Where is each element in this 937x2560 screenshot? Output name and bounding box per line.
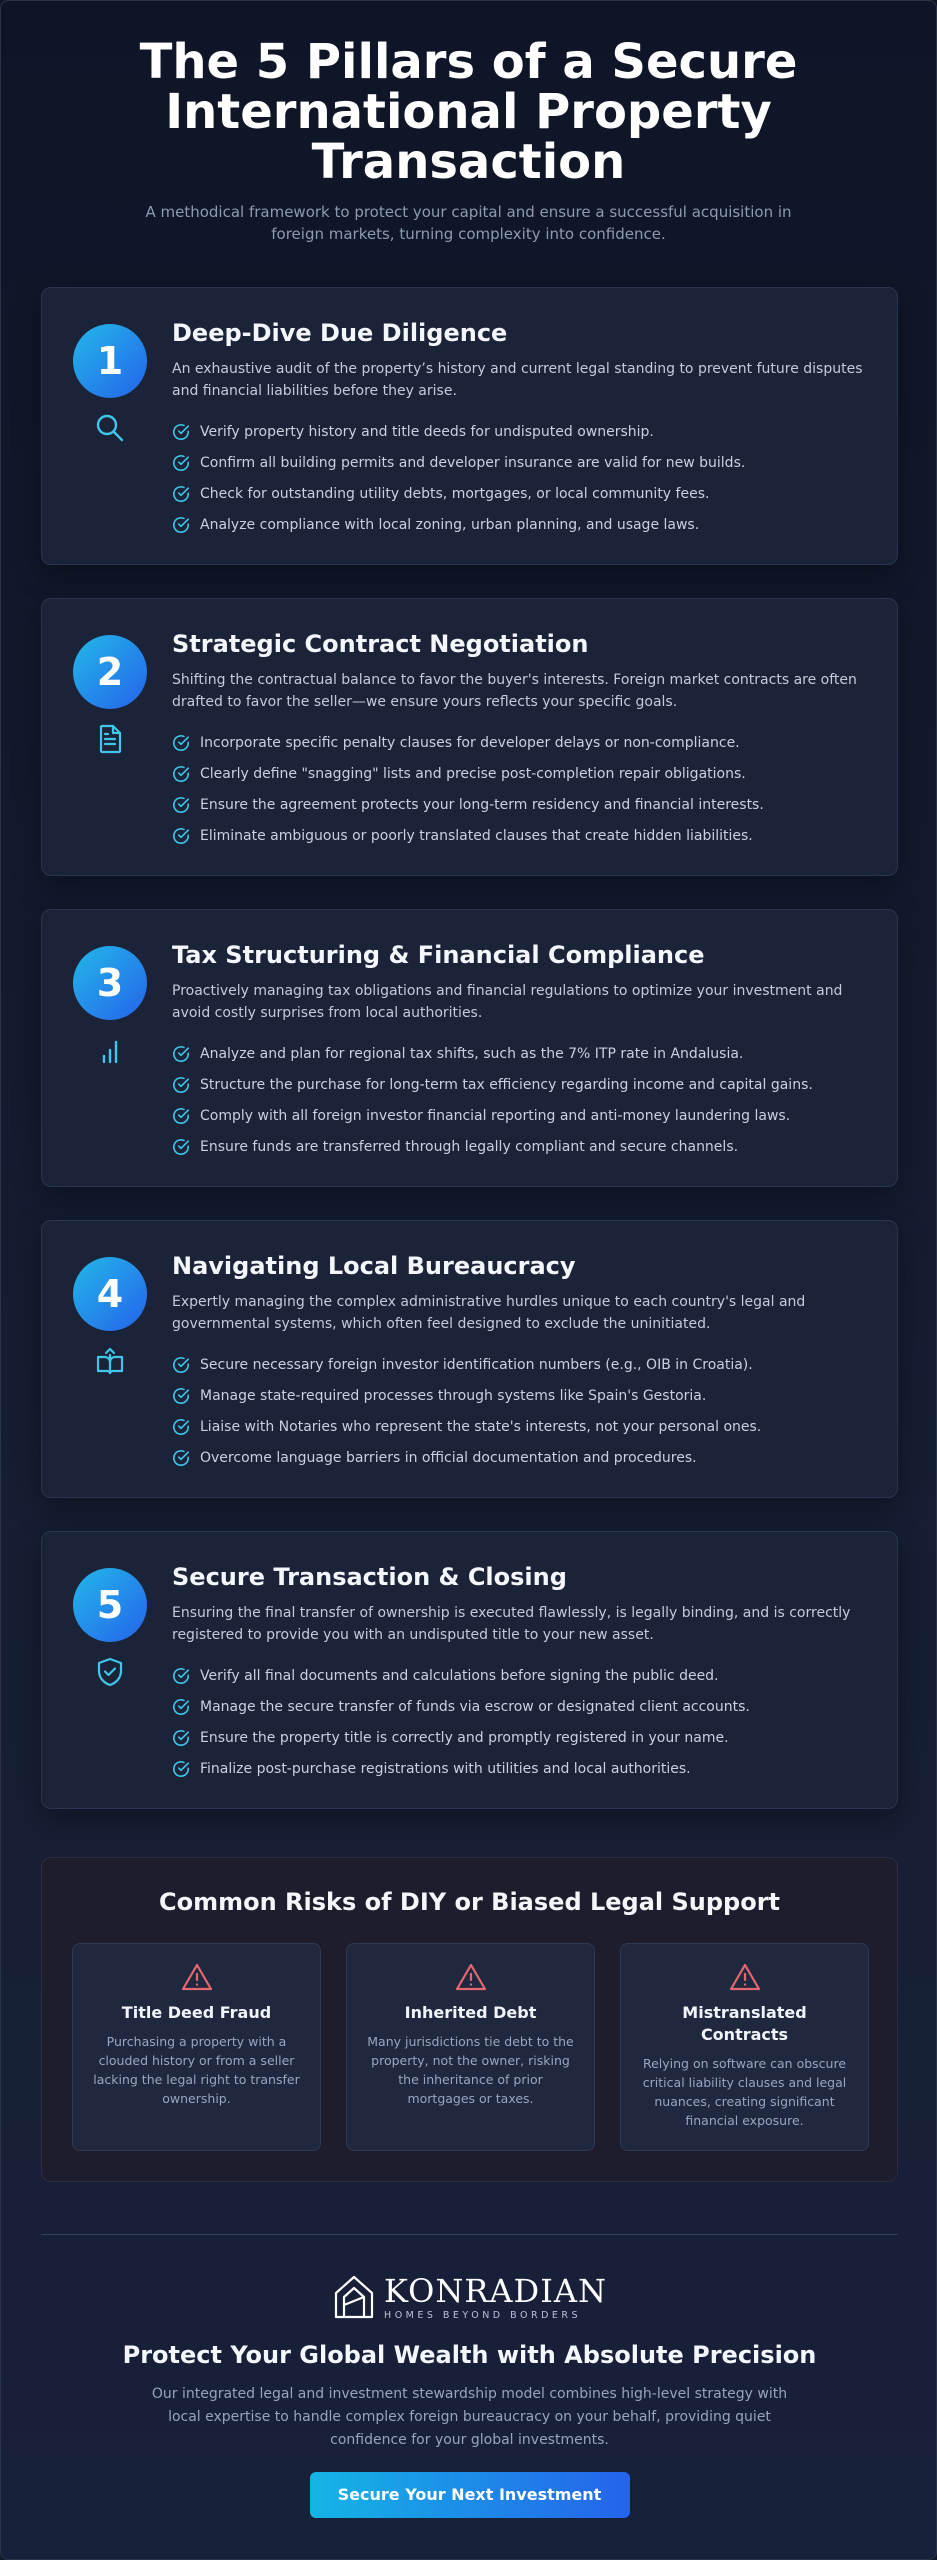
checklist-text: Check for outstanding utility debts, mortgages, or local community fees.	[200, 485, 710, 502]
risks-panel	[41, 1857, 898, 2182]
open-book-icon	[94, 1345, 126, 1377]
checklist-text: Verify property history and title deeds for undisputed ownership.	[200, 423, 654, 440]
warning-icon	[728, 1962, 762, 1992]
risk-text: Purchasing a property with a clouded history or from a seller lacking the legal right to transfer ownership.	[93, 2034, 300, 2106]
pillar-description: An exhaustive audit of the property’s history and current legal standing to prevent future disputes and financial liabilities before they arise.	[172, 361, 863, 399]
pillar-checklist	[172, 727, 872, 851]
risks-title: Common Risks of DIY or Biased Legal Support	[158, 1888, 781, 1916]
risk-title: Inherited Debt	[404, 2003, 537, 2022]
warning-icon	[454, 1962, 488, 1992]
hero	[1, 1, 936, 245]
check-circle-icon	[172, 423, 190, 441]
check-circle-icon	[172, 1729, 190, 1747]
check-circle-icon	[172, 485, 190, 503]
checklist-text: Liaise with Notaries who represent the state's interests, not your personal ones.	[200, 1418, 762, 1435]
checklist-item	[172, 1722, 872, 1753]
pillar-card	[41, 909, 898, 1187]
shield-check-icon	[94, 1656, 126, 1688]
checklist-item	[172, 478, 872, 509]
check-circle-icon	[172, 1356, 190, 1374]
checklist-text: Analyze and plan for regional tax shifts, such as the 7% ITP rate in Andalusia.	[200, 1045, 744, 1062]
house-logo-icon	[332, 2273, 376, 2321]
check-circle-icon	[172, 1698, 190, 1716]
checklist-text: Ensure funds are transferred through legally compliant and secure channels.	[200, 1138, 739, 1155]
pillar-title: Strategic Contract Negotiation	[172, 630, 589, 658]
pillar-title: Deep-Dive Due Diligence	[172, 319, 508, 347]
pillar-checklist	[172, 1038, 872, 1162]
pillar-checklist	[172, 1349, 872, 1473]
pillar-card	[41, 1220, 898, 1498]
check-circle-icon	[172, 516, 190, 534]
warning-icon	[180, 1962, 214, 1992]
footer-heading: Protect Your Global Wealth with Absolute Precision	[122, 2341, 817, 2369]
checklist-item	[172, 820, 872, 851]
risk-text: Relying on software can obscure critical liability clauses and legal nuances, creating significant financial exposure.	[642, 2056, 847, 2128]
section-divider	[41, 2234, 898, 2235]
risk-card	[346, 1943, 595, 2151]
pillar-title: Secure Transaction & Closing	[172, 1563, 567, 1591]
checklist-item	[172, 1442, 872, 1473]
pillar-number: 1	[73, 324, 147, 398]
checklist-item	[172, 1069, 872, 1100]
bar-chart-icon	[94, 1034, 126, 1066]
checklist-item	[172, 1038, 872, 1069]
checklist-text: Finalize post-purchase registrations with utilities and local authorities.	[200, 1760, 691, 1777]
checklist-item	[172, 447, 872, 478]
page-subtitle: A methodical framework to protect your capital and ensure a successful acquisition in foreign markets, turning complexity into confidence.	[145, 203, 792, 243]
check-circle-icon	[172, 1387, 190, 1405]
checklist-item	[172, 758, 872, 789]
check-circle-icon	[172, 796, 190, 814]
check-circle-icon	[172, 1449, 190, 1467]
checklist-text: Manage state-required processes through systems like Spain's Gestoria.	[200, 1387, 707, 1404]
checklist-item	[172, 1411, 872, 1442]
pillar-description: Proactively managing tax obligations and financial regulations to optimize your investment and avoid costly surprises from local authorities.	[172, 983, 843, 1021]
risks-grid	[72, 1943, 869, 2151]
risk-title: Title Deed Fraud	[121, 2003, 272, 2022]
checklist-item	[172, 1660, 872, 1691]
brand-logo	[1, 2273, 937, 2321]
pillar-number: 3	[73, 946, 147, 1020]
check-circle-icon	[172, 734, 190, 752]
check-circle-icon	[172, 827, 190, 845]
checklist-item	[172, 1100, 872, 1131]
checklist-item	[172, 727, 872, 758]
risk-card	[72, 1943, 321, 2151]
checklist-text: Clearly define "snagging" lists and precise post-completion repair obligations.	[200, 765, 746, 782]
cta-button[interactable]: Secure Your Next Investment	[310, 2472, 630, 2518]
pillar-title: Navigating Local Bureaucracy	[172, 1252, 576, 1280]
checklist-text: Secure necessary foreign investor identification numbers (e.g., OIB in Croatia).	[200, 1356, 753, 1373]
checklist-text: Verify all final documents and calculations before signing the public deed.	[200, 1667, 719, 1684]
brand-name: KONRADIAN	[384, 2271, 607, 2310]
check-circle-icon	[172, 1107, 190, 1125]
footer	[1, 2273, 937, 2518]
pillar-description: Expertly managing the complex administrative hurdles unique to each country's legal and governmental systems, which often feel designed to exclude the uninitiated.	[172, 1294, 806, 1332]
footer-text: Our integrated legal and investment stewardship model combines high-level strategy with local expertise to handle complex foreign bureaucracy on your behalf, providing quiet confidence for your global investments.	[151, 2386, 788, 2448]
checklist-text: Manage the secure transfer of funds via escrow or designated client accounts.	[200, 1698, 750, 1715]
pillar-description: Shifting the contractual balance to favor the buyer's interests. Foreign market contracts are often drafted to favor the seller—we ensure yours reflects your specific goals.	[172, 672, 857, 710]
pillar-checklist	[172, 416, 872, 540]
checklist-item	[172, 416, 872, 447]
checklist-text: Confirm all building permits and developer insurance are valid for new builds.	[200, 454, 746, 471]
pillar-checklist	[172, 1660, 872, 1784]
checklist-text: Comply with all foreign investor financial reporting and anti-money laundering laws.	[200, 1107, 791, 1124]
risk-title: Mistranslated Contracts	[682, 2003, 807, 2044]
checklist-text: Eliminate ambiguous or poorly translated clauses that create hidden liabilities.	[200, 827, 753, 844]
checklist-text: Ensure the agreement protects your long-term residency and financial interests.	[200, 796, 764, 813]
checklist-item	[172, 1753, 872, 1784]
document-icon	[94, 723, 126, 755]
checklist-item	[172, 1691, 872, 1722]
check-circle-icon	[172, 765, 190, 783]
check-circle-icon	[172, 1045, 190, 1063]
checklist-item	[172, 509, 872, 540]
pillar-card	[41, 1531, 898, 1809]
pillar-card	[41, 287, 898, 565]
risk-card	[620, 1943, 869, 2151]
check-circle-icon	[172, 1760, 190, 1778]
pillar-card	[41, 598, 898, 876]
pillar-title: Tax Structuring & Financial Compliance	[172, 941, 705, 969]
checklist-text: Analyze compliance with local zoning, urban planning, and usage laws.	[200, 516, 700, 533]
checklist-item	[172, 1131, 872, 1162]
check-circle-icon	[172, 1076, 190, 1094]
check-circle-icon	[172, 1138, 190, 1156]
brand-tagline: HOMES BEYOND BORDERS	[384, 2309, 582, 2321]
checklist-text: Ensure the property title is correctly and promptly registered in your name.	[200, 1729, 729, 1746]
page-title: The 5 Pillars of a Secure International Property Transaction	[139, 34, 798, 190]
check-circle-icon	[172, 454, 190, 472]
check-circle-icon	[172, 1418, 190, 1436]
pillars-list	[41, 287, 898, 1842]
checklist-item	[172, 1349, 872, 1380]
search-icon	[94, 412, 126, 444]
check-circle-icon	[172, 1667, 190, 1685]
checklist-text: Overcome language barriers in official documentation and procedures.	[200, 1449, 697, 1466]
pillar-number: 4	[73, 1257, 147, 1331]
pillar-description: Ensuring the final transfer of ownership is executed flawlessly, is legally binding, and is correctly registered to provide you with an undisputed title to your new asset.	[172, 1605, 851, 1643]
checklist-item	[172, 1380, 872, 1411]
pillar-number: 5	[73, 1568, 147, 1642]
checklist-text: Incorporate specific penalty clauses for developer delays or non-compliance.	[200, 734, 740, 751]
checklist-text: Structure the purchase for long-term tax efficiency regarding income and capital gains.	[200, 1076, 813, 1093]
risk-text: Many jurisdictions tie debt to the property, not the owner, risking the inheritance of prior mortgages or taxes.	[367, 2034, 574, 2106]
checklist-item	[172, 789, 872, 820]
pillar-number: 2	[73, 635, 147, 709]
